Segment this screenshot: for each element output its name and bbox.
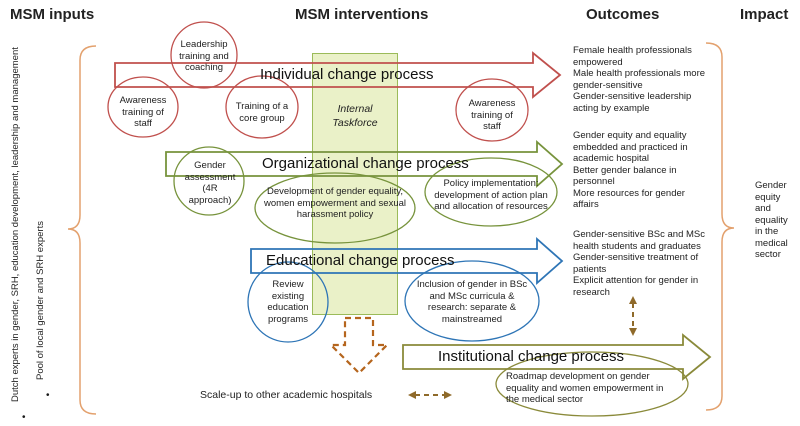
policy-impl-text: Policy implementation: development of action plan and allocation of resources [434,178,548,212]
gender-policy-text: Development of gender equality, women empowerment and sexual harassment policy [263,186,407,220]
institutional-process-label: Institutional change process [438,348,624,365]
inclusion-text: Inclusion of gender in BSc and MSc curricula & research: separate & mainstreamed [416,279,528,325]
bullet-dot-2: • [46,390,50,401]
outcomes-brace [706,43,734,410]
double-arrow-horizontal [408,391,452,399]
header-inputs: MSM inputs [10,6,95,23]
educational-process-label: Educational change process [266,252,455,269]
outcomes-individual: Female health professionals empowered Male health professionals more gender-sensitive Gender-sensitive leadership acting by example [573,45,706,114]
bullet-1-text: Dutch experts in gender, SRH, education development, leadership and management [10,47,21,402]
double-arrow-vertical [629,296,637,336]
gender-assessment-text: Gender assessment (4R approach) [184,160,236,206]
scale-up-text: Scale-up to other academic hospitals [200,389,373,401]
bullet-2-text: Pool of local gender and SRH experts [35,221,46,380]
roadmap-text: Roadmap development on gender equality and women empowerment in the medical sector [506,371,664,405]
scale-up-arrow [331,318,387,373]
taskforce-label: Internal Taskforce [332,103,378,129]
awareness-left-text: Awareness training of staff [119,95,167,129]
outcomes-organizational: Gender equity and equality embedded and practiced in academic hospital Better gender balance in personnel More resources for gender affairs [573,130,688,210]
header-interventions: MSM interventions [295,6,429,23]
leadership-text: Leadership training and coaching [179,39,229,73]
header-outcomes: Outcomes [586,6,660,23]
review-education-text: Review existing education programs [267,279,309,325]
awareness-right-text: Awareness training of staff [468,98,516,132]
inputs-brace [68,46,96,414]
header-impact: Impact [740,6,789,23]
core-group-text: Training of a core group [235,101,289,124]
individual-process-label: Individual change process [260,66,434,83]
bullet-dot-1: • [22,412,26,423]
outcomes-educational: Gender-sensitive BSc and MSc health students and graduates Gender-sensitive treatment of patients Explicit attention for gender in research [573,229,706,298]
input-bullet-2 [35,221,47,380]
organizational-process-label: Organizational change process [262,155,469,172]
impact-text: Gender equity and equality in the medical sector [755,180,788,260]
input-bullet-1 [10,47,22,402]
